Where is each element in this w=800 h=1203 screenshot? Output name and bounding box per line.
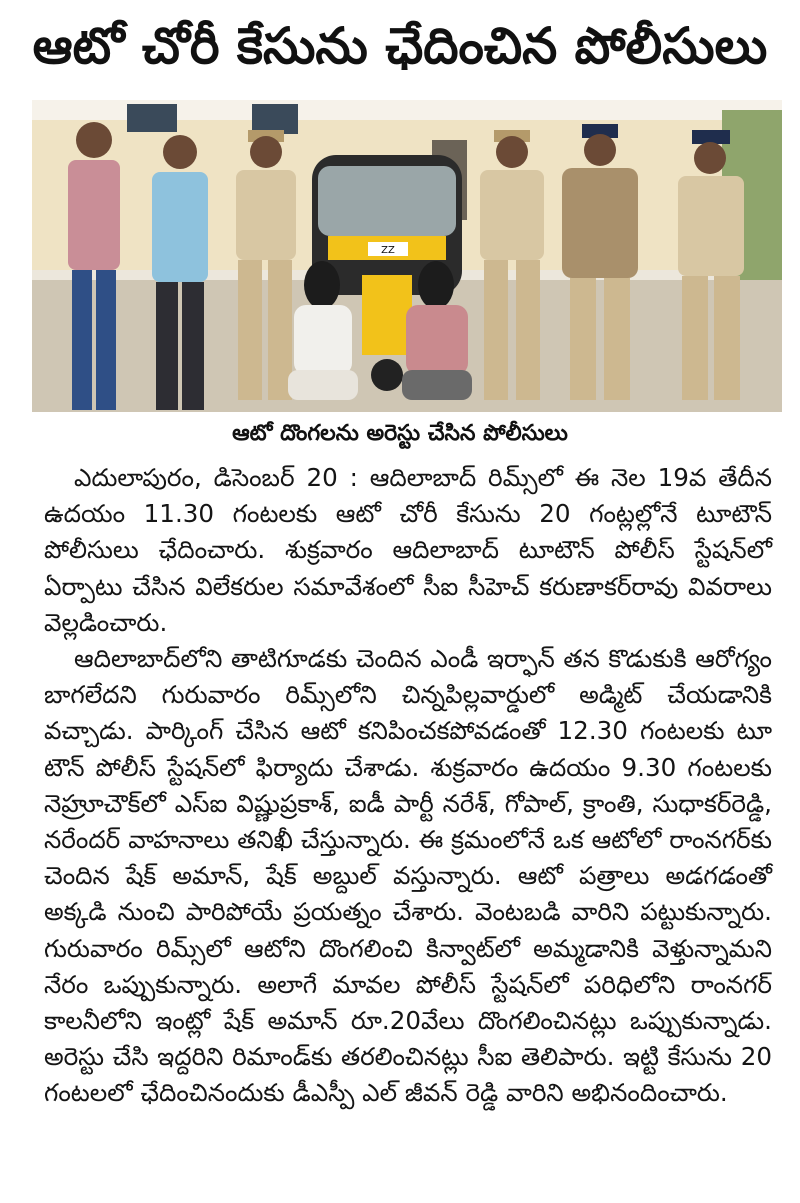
photo-caption: ఆటో దొంగలను అరెస్టు చేసిన పోలీసులు xyxy=(232,421,568,446)
article-paragraph: ఆదిలాబాద్‌లోని తాటిగూడకు చెందిన ఎండీ ఇర్ఫాన్ తన కొడుకుకి ఆరోగ్యం బాగలేదని గురువారం రిమ్స్‌లోని చిన్నపిల్లవార్డులో అడ్మిట్ చేయడానికి వచ్చాడు. పార్కింగ్ చేసిన ఆటో కనిపించకపోవడంతో 12.30 గంటలకు టూ టౌన్ పోలీస్ స్టేషన్‌లో ఫిర్యాదు చేశాడు. శుక్రవారం ఉదయం 9.30 గంటలకు నెహ్రూచౌక్‌లో ఎస్ఐ విష్ణుప్రకాశ్, ఐడీ పార్టీ నరేశ్, గోపాల్, క్రాంతి, సుధాకర్‌రెడ్డి, నరేందర్ వాహనాలు తనిఖీ చేస్తున్నారు. ఈ క్రమంలోనే ఒక ఆటోలో రాంనగర్‌కు చెందిన షేక్ అమాన్, షేక్ అబ్దుల్ వస్తున్నారు. ఆటో పత్రాలు అడగడంతో అక్కడి నుంచి పారిపోయే ప్రయత్నం చేశారు. వెంటబడి వారిని పట్టుకున్నారు. గురువారం రిమ్స్‌లో ఆటోని దొంగలించి కిన్వాట్‌లో అమ్మడానికి వెళ్తున్నామని నేరం ఒప్పుకున్నారు. అలాగే మావల పోలీస్ స్టేషన్‌లో పరిధిలోని రాంనగర్ కాలనీలోని ఇంట్లో షేక్ అమాన్ రూ.20వేలు దొంగలించినట్లు ఒప్పుకున్నాడు. అరెస్టు చేసి ఇద్దరిని రిమాండ్‌కు తరలించినట్లు సీఐ తెలిపారు. ఇట్టి కేసును 20 గంటలలో ఛేదించినందుకు డీఎస్పీ ఎల్ జీవన్ రెడ్డి వారిని అభినందించారు. xyxy=(44,644,772,1108)
article-body xyxy=(44,460,772,1112)
number-plate: ZZ xyxy=(381,245,395,256)
window-center xyxy=(252,104,298,134)
headline: ఆటో చోరీ కేసును ఛేదించిన పోలీసులు xyxy=(32,17,768,75)
photo-illustration xyxy=(32,100,782,412)
news-photo xyxy=(32,100,782,412)
article-paragraph: ఎదులాపురం, డిసెంబర్ 20 : ఆదిలాబాద్ రిమ్స్‌లో ఈ నెల 19వ తేదీన ఉదయం 11.30 గంటలకు ఆటో చోరీ కేసును 20 గంట్లల్లోనే టూటౌన్ పోలీసులు ఛేదించారు. శుక్రవారం ఆదిలాబాద్ టూటౌన్ పోలీస్ స్టేషన్‌లో ఏర్పాటు చేసిన విలేకరుల సమావేశంలో సీఐ సీహెచ్ కరుణాకర్‌రావు వివరాలు వెల్లడించారు. xyxy=(44,463,772,637)
window-left xyxy=(127,104,177,132)
